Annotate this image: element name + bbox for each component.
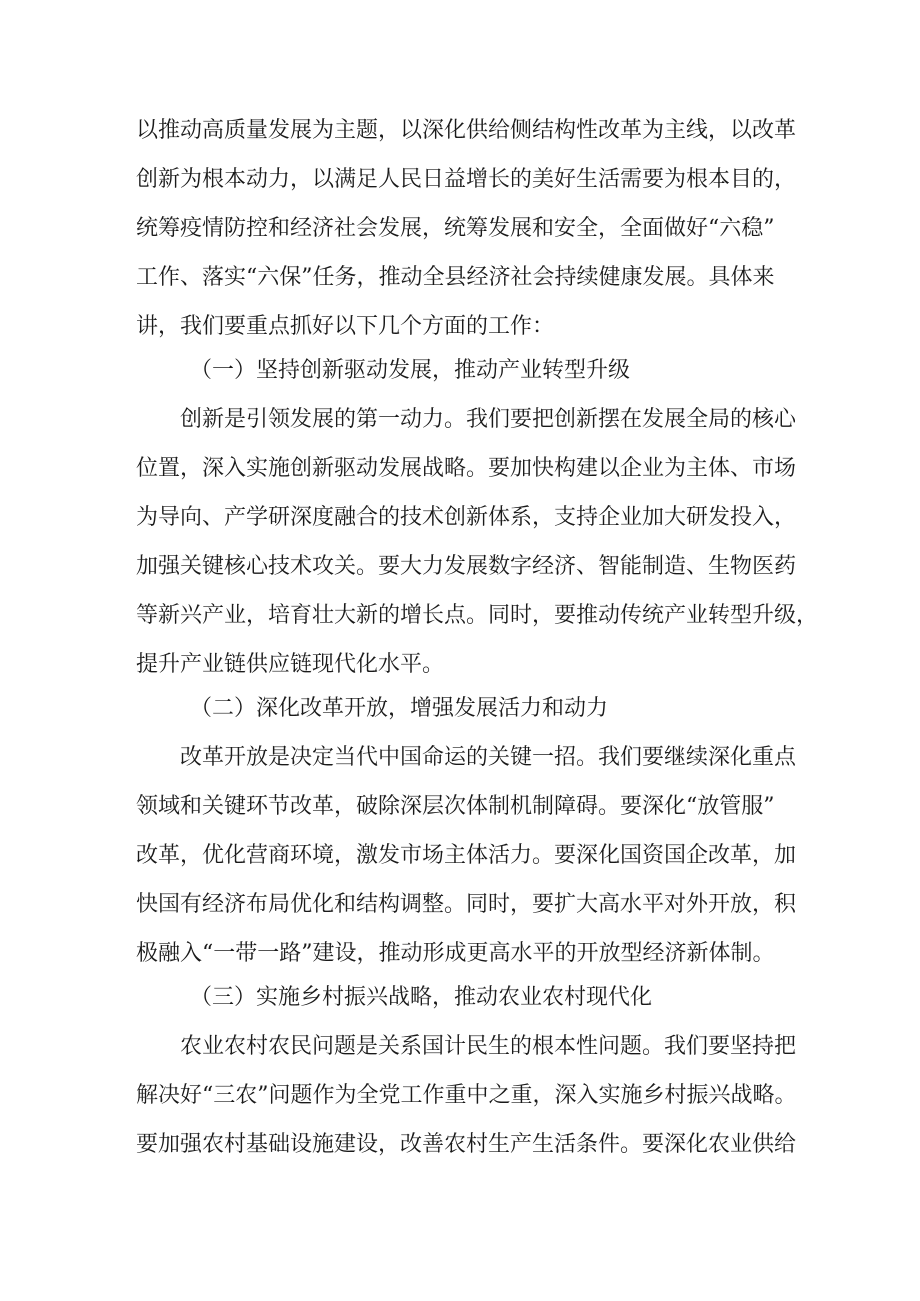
paragraph-line: 等新兴产业，培育壮大新的增长点。同时，要推动传统产业转型升级，	[136, 603, 819, 628]
paragraph-line: 以推动高质量发展为主题，以深化供给侧结构性改革为主线，以改革	[136, 118, 797, 143]
paragraph-line: 工作、落实“六保”任务，推动全县经济社会持续健康发展。具体来	[136, 265, 775, 290]
paragraph-line: 创新是引领发展的第一动力。我们要把创新摆在发展全局的核心	[180, 407, 797, 432]
section-heading: （二）深化改革开放，增强发展活力和动力	[190, 696, 609, 721]
paragraph-line: 极融入“一带一路”建设，推动形成更高水平的开放型经济新体制。	[136, 941, 775, 966]
paragraph-line: 要加强农村基础设施建设，改善农村生产生活条件。要深化农业供给	[136, 1132, 797, 1157]
paragraph-line: 统筹疫情防控和经济社会发展，统筹发展和安全，全面做好“六稳”	[136, 216, 775, 241]
section-heading: （三）实施乡村振兴战略，推动农业农村现代化	[190, 985, 653, 1010]
paragraph-line: 领域和关键环节改革，破除深层次体制机制障碍。要深化“放管服”	[136, 794, 775, 819]
paragraph-line: 讲，我们要重点抓好以下几个方面的工作：	[136, 314, 555, 339]
paragraph-line: 加强关键核心技术攻关。要大力发展数字经济、智能制造、生物医药	[136, 554, 797, 579]
paragraph-line: 快国有经济布局优化和结构调整。同时，要扩大高水平对外开放，积	[136, 892, 797, 917]
paragraph-line: 改革，优化营商环境，激发市场主体活力。要深化国资国企改革，加	[136, 843, 797, 868]
paragraph-line: 为导向、产学研深度融合的技术创新体系，支持企业加大研发投入，	[136, 505, 797, 530]
paragraph-line: 解决好“三农”问题作为全党工作重中之重，深入实施乡村振兴战略。	[136, 1083, 797, 1108]
paragraph-line: 创新为根本动力，以满足人民日益增长的美好生活需要为根本目的，	[136, 167, 797, 192]
paragraph-line: 农业农村农民问题是关系国计民生的根本性问题。我们要坚持把	[180, 1034, 797, 1059]
section-heading: （一）坚持创新驱动发展，推动产业转型升级	[190, 358, 631, 383]
paragraph-line: 位置，深入实施创新驱动发展战略。要加快构建以企业为主体、市场	[136, 456, 797, 481]
paragraph-line: 提升产业链供应链现代化水平。	[136, 652, 445, 677]
paragraph-line: 改革开放是决定当代中国命运的关键一招。我们要继续深化重点	[180, 745, 797, 770]
